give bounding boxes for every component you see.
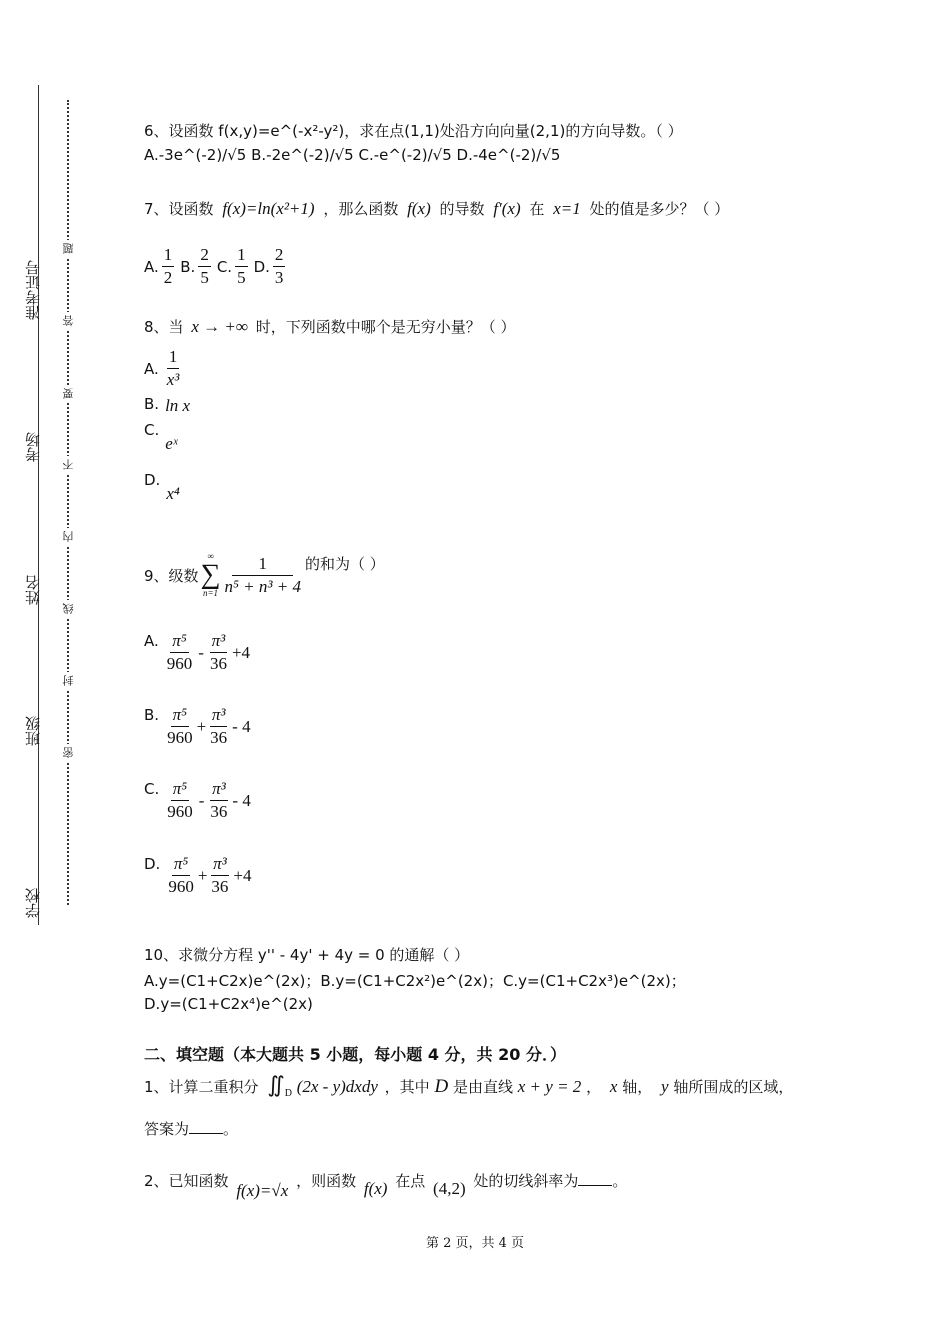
numerator: 1 [235, 244, 248, 267]
denominator: 5 [200, 268, 209, 287]
numerator: π⁵ [171, 704, 189, 727]
sum-lower: n=1 [202, 588, 219, 598]
fill1-end: 。 [223, 1120, 239, 1138]
option-label: B. [144, 705, 160, 724]
operator: + [197, 865, 208, 885]
fill2-point: (4,2) [433, 1179, 466, 1198]
fill1-answer-label: 答案为 [144, 1120, 190, 1138]
denominator: 2 [163, 268, 173, 287]
fill-2-stem [144, 1170, 628, 1200]
question-10-options-line2: D.y=(C1+C2x⁴)e^(2x) [144, 995, 313, 1013]
q8-prefix: 8、当 [144, 318, 184, 336]
q7-prefix: 7、设函数 [144, 200, 214, 218]
question-7-options [144, 244, 285, 289]
q9-option-d [144, 853, 252, 898]
label-name: 姓名 [24, 575, 42, 605]
numerator: π³ [210, 778, 228, 801]
option-fraction [273, 244, 286, 289]
fill1-text: 是由直线 [452, 1078, 513, 1096]
option-label: B. [144, 395, 160, 413]
question-7-stem [144, 198, 729, 219]
fraction-pi3 [208, 630, 229, 675]
option-label: D. [144, 854, 161, 873]
q9-suffix: 的和为（ ） [304, 554, 385, 573]
fraction-pi3 [209, 853, 230, 898]
denominator: 960 [167, 728, 193, 747]
sum-sign-icon: ∑ [200, 559, 221, 590]
option-label: A. [144, 257, 159, 276]
fill2-text: 在点 [395, 1172, 426, 1190]
option-fraction [162, 244, 175, 289]
q9-option-c [144, 778, 251, 823]
q8-option-d [144, 470, 180, 503]
seal-char: 线 [61, 600, 77, 617]
fill-1-stem [144, 1072, 793, 1099]
label-exam-room: 考场 [24, 432, 42, 462]
denominator: 5 [237, 268, 246, 287]
fraction-pi3 [208, 704, 229, 749]
seal-char: 密 [61, 744, 77, 761]
fraction-pi5 [165, 704, 195, 749]
q7-text: 的导数 [439, 200, 485, 218]
fill2-function: f(x)=√x [236, 1181, 289, 1200]
seal-char: 要 [61, 385, 77, 402]
question-8-stem [144, 316, 516, 337]
seal-char: 内 [61, 528, 77, 545]
operator: - [198, 642, 204, 662]
option-fraction [198, 244, 211, 289]
numerator: 2 [273, 244, 286, 267]
page-footer: 第 2 页，共 4 页 [425, 1236, 525, 1251]
operator-constant: - 4 [232, 716, 251, 736]
fill1-text: ， [586, 1078, 602, 1096]
q7-fx: f(x) [407, 199, 431, 218]
question-10-options-line1: A.y=(C1+C2x)e^(2x)；B.y=(C1+C2x²)e^(2x)；C.y=(C1+C2x³)e^(2x)； [144, 972, 686, 990]
fill2-prefix: 2、已知函数 [144, 1172, 229, 1190]
seal-char: 封 [61, 672, 77, 689]
q8-option-a [144, 346, 181, 391]
fill1-text: ，其中 [384, 1078, 430, 1096]
fraction-pi5 [165, 778, 195, 823]
option-fraction [165, 346, 182, 391]
operator: - [198, 790, 205, 810]
option-label: D. [253, 257, 270, 276]
fill-1-answer [144, 1118, 238, 1139]
q9-option-a [144, 630, 250, 675]
option-label: C. [144, 779, 160, 798]
denominator: 960 [166, 654, 193, 673]
q7-derivative: f′(x) [493, 199, 521, 218]
label-exam-id: 准考证号 [24, 260, 42, 320]
denominator: 36 [210, 802, 228, 821]
q8-option-b [144, 394, 190, 414]
option-expression: x⁴ [166, 484, 180, 503]
answer-blank[interactable] [578, 1171, 612, 1186]
series-term [223, 553, 303, 598]
q7-text: 在 [529, 200, 545, 218]
fill2-fx: f(x) [363, 1179, 388, 1198]
option-label: B. [180, 257, 196, 276]
summation [201, 552, 221, 598]
q9-option-b [144, 704, 251, 749]
q9-prefix: 9、级数 [144, 566, 199, 585]
option-expression: eˣ [165, 434, 178, 453]
numerator: π⁵ [172, 853, 190, 876]
numerator: π⁵ [170, 630, 188, 653]
numerator: 1 [167, 346, 180, 369]
question-6-stem: 6、设函数 f(x,y)=e^(-x²-y²)，求在点(1,1)处沿方向向量(2,1)的方向导数。（ ） [144, 122, 683, 140]
option-label: A. [144, 359, 159, 378]
question-10-stem: 10、求微分方程 y'' - 4y' + 4y = 0 的通解（ ） [144, 946, 470, 964]
fill1-text: 轴， [622, 1078, 653, 1096]
fill1-line: x + y = 2 [517, 1077, 582, 1096]
question-6-options: A.-3e^(-2)/√5 B.-2e^(-2)/√5 C.-e^(-2)/√5 D.-4e^(-2)/√5 [144, 146, 561, 164]
label-class: 班级 [24, 716, 42, 746]
fill1-integrand: (2x - y)dxdy [296, 1077, 378, 1096]
option-label: D. [144, 471, 161, 489]
numerator: π³ [210, 704, 228, 727]
numerator: π³ [211, 853, 229, 876]
section-2-title: 二、填空题（本大题共 5 小题，每小题 4 分，共 20 分．） [144, 1045, 566, 1064]
fill1-x-axis: x [609, 1077, 618, 1096]
option-label: C. [216, 257, 233, 276]
option-label: A. [144, 631, 159, 650]
answer-blank[interactable] [189, 1119, 223, 1134]
numerator: π⁵ [171, 778, 189, 801]
seal-char: 答 [61, 312, 77, 329]
q7-text: 处的值是多少？（ ） [589, 200, 730, 218]
denominator: 960 [168, 877, 194, 896]
fill1-domain: D [434, 1076, 449, 1097]
question-9-stem [144, 552, 385, 598]
q8-limit: x → +∞ [191, 317, 248, 336]
numerator: π³ [210, 630, 228, 653]
option-fraction [235, 244, 248, 289]
q7-text: ，那么函数 [323, 200, 399, 218]
binding-dotted-line [67, 100, 69, 905]
fill1-prefix: 1、计算二重积分 [144, 1078, 259, 1096]
denominator: n⁵ + n³ + 4 [224, 576, 301, 596]
operator-constant: - 4 [232, 790, 251, 810]
numerator: 2 [198, 244, 211, 267]
operator-constant: +4 [231, 642, 251, 662]
fill1-y-axis: y [661, 1077, 669, 1096]
fill1-text: 轴所围成的区域， [673, 1078, 794, 1096]
operator: + [196, 716, 207, 736]
numerator: 1 [162, 244, 175, 267]
denominator: 36 [209, 654, 227, 673]
fill2-end: 。 [612, 1172, 628, 1190]
sum-upper: ∞ [207, 551, 214, 561]
fraction-pi3 [208, 778, 229, 823]
option-expression: ln x [165, 396, 191, 415]
label-school: 学校 [24, 888, 42, 918]
binding-solid-line [38, 85, 39, 925]
denominator: 36 [210, 728, 228, 747]
option-label: C. [144, 421, 160, 439]
operator-constant: +4 [233, 865, 252, 885]
q8-suffix: 时，下列函数中哪个是无穷小量？（ ） [255, 318, 516, 336]
q7-x-value: x=1 [553, 199, 581, 218]
denominator: 960 [167, 802, 193, 821]
fill2-text: 处的切线斜率为 [473, 1172, 579, 1190]
seal-char: 不 [61, 456, 77, 473]
numerator: 1 [232, 553, 293, 576]
fraction-pi5 [165, 630, 195, 675]
q8-option-c [144, 420, 178, 453]
seal-char: 题 [61, 240, 77, 257]
denominator: 3 [274, 268, 284, 287]
integral-domain: D [284, 1088, 292, 1099]
fill2-text: ，则函数 [296, 1172, 357, 1190]
double-integral-icon: ∬ [267, 1072, 285, 1097]
denominator: 36 [211, 877, 229, 896]
denominator: x³ [166, 370, 180, 389]
q7-function: f(x)=ln(x²+1) [222, 199, 315, 218]
fraction-pi5 [166, 853, 196, 898]
